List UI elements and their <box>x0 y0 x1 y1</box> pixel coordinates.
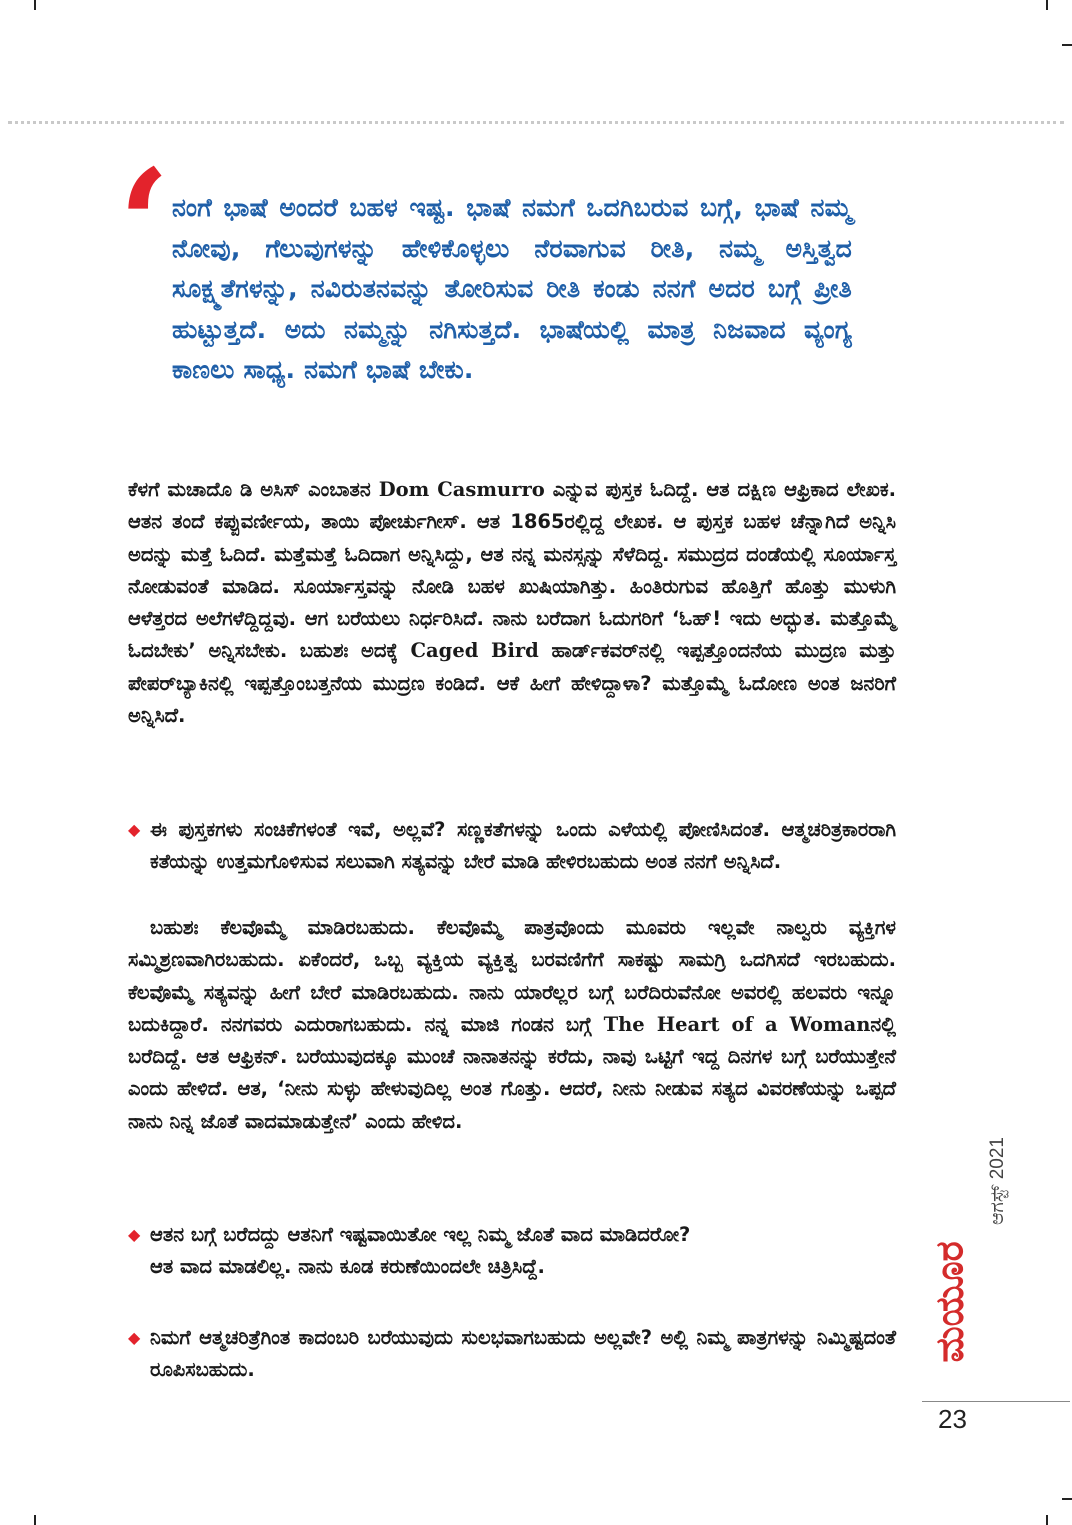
issue-date: ಆಗಸ್ಟ್ 2021 <box>987 1137 1008 1225</box>
question-text: ಆತನ ಬಗ್ಗೆ ಬರೆದದ್ದು ಆತನಿಗೆ ಇಷ್ಟವಾಯಿತೋ ಇಲ್ಲ ನಿಮ್ಮ ಜೊತೆ ವಾದ ಮಾಡಿದರೋ? <box>150 1223 691 1246</box>
answer-text: ಆತ ವಾದ ಮಾಡಲಿಲ್ಲ. ನಾನು ಕೂಡ ಕರುಣೆಯಿಂದಲೇ ಚಿತ್ರಿಸಿದ್ದೆ. <box>150 1255 545 1279</box>
text-run: ಬಹುಶಃ ಕೆಲವೊಮ್ಮೆ ಮಾಡಿರಬಹುದು. ಕೆಲವೊಮ್ಮೆ ಪಾತ್ರವೊಂದು ಮೂವರು ಇಲ್ಲವೇ ನಾಲ್ವರು ವ್ಯಕ್ತಿಗಳ ಸಮ್ಮಿಶ್ರಣವಾಗಿರಬಹುದು. ಏಕೆಂದರೆ, ಒಬ್ಬ ವ್ಯಕ್ತಿಯ ವ್ಯಕ್ತಿತ್ವ ಬರವಣಿಗೆಗೆ ಸಾಕಷ್ಟು ಸಾಮಗ್ರಿ ಒದಗಿಸದೆ ಇರಬಹುದು. ಕೆಲವೊಮ್ಮೆ ಸತ್ಯವನ್ನು ಹೀಗೆ ಬೇರೆ ಮಾಡಿರಬಹುದು. ನಾನು ಯಾರೆಲ್ಲರ ಬಗ್ಗೆ ಬರೆದಿರುವೆನೋ ಅವರಲ್ಲಿ ಹಲವರು ಇನ್ನೂ ಬದುಕಿದ್ದಾರೆ. ನನಗವರು ಎದುರಾಗಬಹುದು. ನನ್ನ ಮಾಜಿ ಗಂಡನ ಬಗ್ಗೆ <box>128 916 896 1036</box>
text-run: ಎನ್ನುವ ಪುಸ್ತಕ ಓದಿದ್ದೆ. ಆತ ದಕ್ಷಿಣ ಆಫ್ರಿಕಾದ ಲೇಖಕ. ಆತನ ತಂದೆ ಕಪ್ಪುವರ್ಣೀಯ, ತಾಯಿ ಪೋರ್ಚುಗೀಸ್. ಆತ 1865ರಲ್ಲಿದ್ದ ಲೇಖಕ. ಆ ಪುಸ್ತಕ ಬಹಳ ಚೆನ್ನಾಗಿದೆ ಅನ್ನಿಸಿ ಅದನ್ನು ಮತ್ತೆ ಓದಿದೆ. ಮತ್ತೆಮತ್ತೆ ಓದಿದಾಗ ಅನ್ನಿಸಿದ್ದು, ಆತ ನನ್ನ ಮನಸ್ಸನ್ನು ಸೆಳೆದಿದ್ದ. ಸಮುದ್ರದ ದಂಡೆಯಲ್ಲಿ ಸೂರ್ಯಾಸ್ತ ನೋಡುವಂತೆ ಮಾಡಿದ. ಸೂರ್ಯಾಸ್ತವನ್ನು ನೋಡಿ ಬಹಳ ಖುಷಿಯಾಗಿತ್ತು. ಹಿಂತಿರುಗುವ ಹೊತ್ತಿಗೆ ಹೊತ್ತು ಮುಳುಗಿ ಆಳೆತ್ತರದ ಅಲೆಗಳೆದ್ದಿದ್ದವು. ಆಗ ಬರೆಯಲು ನಿರ್ಧರಿಸಿದೆ. ನಾನು ಬರೆದಾಗ ಓದುಗರಿಗೆ ‘ಓಹ್! ಇದು ಅದ್ಭುತ. ಮತ್ತೊಮ್ಮೆ ಓದಬೇಕು’ ಅನ್ನಿಸಬೇಕು. ಬಹುಶಃ ಅದಕ್ಕೆ <box>128 478 896 663</box>
text-run: ನಲ್ಲಿ ಬರೆದಿದ್ದೆ. ಆತ ಆಫ್ರಿಕನ್. ಬರೆಯುವುದಕ್ಕೂ ಮುಂಚೆ ನಾನಾತನನ್ನು ಕರೆದು, ನಾವು ಒಟ್ಟಿಗೆ ಇದ್ದ ದಿನಗಳ ಬಗ್ಗೆ ಬರೆಯುತ್ತೇನೆ ಎಂದು ಹೇಳಿದೆ. ಆತ, ‘ನೀನು ಸುಳ್ಳು ಹೇಳುವುದಿಲ್ಲ ಅಂತ ಗೊತ್ತು. ಆದರೆ, ನೀನು ನೀಡುವ ಸತ್ಯದ ವಿವರಣೆಯನ್ನು ಒಪ್ಪದೆ ನಾನು ನಿನ್ನ ಜೊತೆ ವಾದಮಾಡುತ್ತೇನೆ’ ಎಂದು ಹೇಳಿದ. <box>128 1012 896 1133</box>
answer-block-1 <box>128 912 896 1138</box>
text-run: ಹಾರ್ಡ್‌ಕವರ್‌ನಲ್ಲಿ ಇಪ್ಪತ್ತೊಂದನೆಯ ಮುದ್ರಣ ಮತ್ತು ಪೇಪರ್‌ಬ್ಯಾಕಿನಲ್ಲಿ ಇಪ್ಪತ್ತೊಂಬತ್ತನೆಯ ಮುದ್ರಣ ಕಂಡಿದೆ. ಆಕೆ ಹೀಗೆ ಹೇಳಿದ್ದಾಳಾ? ಮತ್ತೊಮ್ಮೆ ಓದೋಣ ಅಂತ ಜನರಿಗೆ ಅನ್ನಿಸಿದೆ. <box>128 639 896 728</box>
crop-mark-top-left <box>34 0 36 10</box>
crop-mark-right-lower <box>1062 1498 1072 1500</box>
question-text: ಈ ಪುಸ್ತಕಗಳು ಸಂಚಿಕೆಗಳಂತೆ ಇವೆ, ಅಲ್ಲವೆ? ಸಣ್ಣಕತೆಗಳನ್ನು ಒಂದು ಎಳೆಯಲ್ಲಿ ಪೋಣಿಸಿದಂತೆ. ಆತ್ಮಚರಿತ್ರಕಾರರಾಗಿ ಕತೆಯನ್ನು ಉತ್ತಮಗೊಳಿಸುವ ಸಲುವಾಗಿ ಸತ್ಯವನ್ನು ಬೇರೆ ಮಾಡಿ ಹೇಳಿರಬಹುದು ಅಂತ ನನಗೆ ಅನ್ನಿಸಿದೆ. <box>150 818 896 874</box>
header-dotted-rule <box>8 121 1064 124</box>
page-number: 23 <box>938 1404 967 1434</box>
footer-rule <box>922 1401 1070 1402</box>
body-paragraph-2 <box>128 912 896 1138</box>
text-run: ಕೆಳಗೆ ಮಚಾದೊ ಡಿ ಅಸಿಸ್ ಎಂಬಾತನ <box>128 478 379 501</box>
question-text: ನಿಮಗೆ ಆತ್ಮಚರಿತ್ರೆಗಿಂತ ಕಾದಂಬರಿ ಬರೆಯುವುದು ಸುಲಭವಾಗಬಹುದು ಅಲ್ಲವೇ? ಅಲ್ಲಿ ನಿಮ್ಮ ಪಾತ್ರಗಳನ್ನು ನಿಮ್ಮಿಷ್ಟದಂತೆ ರೂಪಿಸಬಹುದು. <box>150 1326 896 1382</box>
diamond-bullet-icon: ◆ <box>128 1225 141 1244</box>
body-paragraph-1 <box>128 474 896 732</box>
article-body <box>128 474 896 732</box>
pull-quote: ನಂಗೆ ಭಾಷೆ ಅಂದರೆ ಬಹಳ ಇಷ್ಟ. ಭಾಷೆ ನಮಗೆ ಒದಗಿಬರುವ ಬಗ್ಗೆ, ಭಾಷೆ ನಮ್ಮ ನೋವು, ಗೆಲುವುಗಳನ್ನು ಹೇಳಿಕೊಳ್ಳಲು ನೆರವಾಗುವ ರೀತಿ, ನಮ್ಮ ಅಸ್ತಿತ್ವದ ಸೂಕ್ಷ್ಮತೆಗಳನ್ನು, ನವಿರುತನವನ್ನು ತೋರಿಸುವ ರೀತಿ ಕಂಡು ನನಗೆ ಅದರ ಬಗ್ಗೆ ಪ್ರೀತಿ ಹುಟ್ಟುತ್ತದೆ. ಅದು ನಮ್ಮನ್ನು ನಗಿಸುತ್ತದೆ. ಭಾಷೆಯಲ್ಲಿ ಮಾತ್ರ ನಿಜವಾದ ವ್ಯಂಗ್ಯ ಕಾಣಲು ಸಾಧ್ಯ. ನಮಗೆ ಭಾಷೆ ಬೇಕು. <box>172 193 852 384</box>
book-title: Dom Casmurro <box>378 478 545 501</box>
crop-mark-top-right <box>1046 0 1048 10</box>
question-block-2 <box>128 1219 896 1284</box>
crop-mark-right-upper <box>1062 44 1072 46</box>
pull-quote-mark: ‘ <box>118 137 171 313</box>
crop-mark-bottom-right <box>1046 1515 1048 1525</box>
question-block-1 <box>128 814 896 879</box>
diamond-bullet-icon: ◆ <box>128 1328 141 1347</box>
book-title: Caged Bird <box>410 639 539 663</box>
magazine-logo: ಮಯೂರ <box>927 1241 972 1363</box>
interview-question <box>128 1219 896 1251</box>
interview-question <box>128 814 896 879</box>
crop-mark-bottom-left <box>34 1515 36 1525</box>
question-block-3 <box>128 1322 896 1387</box>
book-title: The Heart of a Woman <box>603 1012 871 1036</box>
interview-question <box>128 1322 896 1387</box>
diamond-bullet-icon: ◆ <box>128 820 141 839</box>
